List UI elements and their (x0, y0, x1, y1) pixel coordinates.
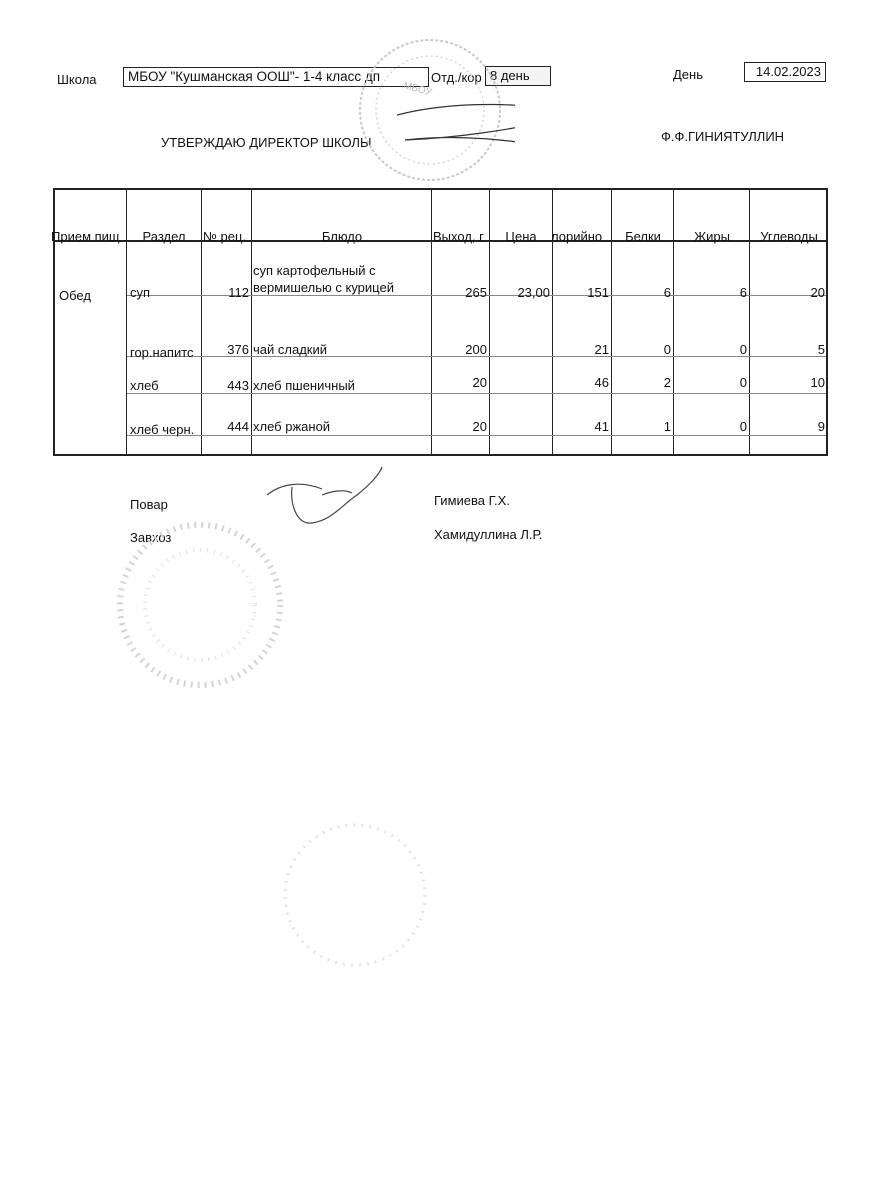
row3-output: 20 (472, 375, 487, 390)
date-field: 14.02.2023 (744, 62, 826, 82)
col-header-protein: Белки (625, 229, 661, 244)
row2-recipe: 376 (227, 342, 249, 357)
row4-kcal: 41 (594, 419, 609, 434)
storekeeper-label: Завхоз (130, 530, 172, 545)
row1-carbs: 20 (810, 285, 825, 300)
school-label: Школа (57, 72, 97, 87)
cook-name: Гимиева Г.Х. (434, 493, 510, 508)
row3-carbs: 10 (810, 375, 825, 390)
row4-section: хлеб черн. (130, 422, 195, 437)
row3-section: хлеб (130, 378, 159, 393)
storekeeper-name: Хамидуллина Л.Р. (434, 527, 543, 542)
row1-price: 23,00 (517, 285, 550, 300)
col-header-section: Раздел (142, 229, 186, 244)
row1-protein: 6 (663, 285, 671, 300)
row4-protein: 1 (663, 419, 671, 434)
col-header-price: Цена (505, 229, 537, 244)
approve-text: УТВЕРЖДАЮ ДИРЕКТОР ШКОЛЫ (161, 135, 372, 150)
school-seal (335, 20, 515, 190)
dept-field: 8 день (485, 66, 551, 86)
menu-table (53, 188, 828, 456)
row2-section: гор.напитс (130, 345, 194, 360)
col-header-output: Выход, г (433, 229, 484, 244)
day-label: День (673, 67, 703, 82)
dept-label: Отд./кор (431, 70, 482, 85)
row1-section: суп (130, 285, 151, 300)
faded-stamp-lower (270, 815, 440, 975)
row4-dish: хлеб ржаной (253, 419, 331, 434)
col-header-carbs: Углеводы (760, 229, 818, 244)
col-header-dish: Блюдо (321, 229, 363, 244)
row2-output: 200 (465, 342, 487, 357)
row4-recipe: 444 (227, 419, 249, 434)
row1-output: 265 (465, 285, 487, 300)
row2-carbs: 5 (817, 342, 825, 357)
row1-kcal: 151 (587, 285, 609, 300)
row1-dish: суп картофельный с вермишелью с курицей (253, 263, 394, 295)
row2-kcal: 21 (594, 342, 609, 357)
row2-protein: 0 (663, 342, 671, 357)
row4-carbs: 9 (817, 419, 825, 434)
meal-cell: Обед (59, 288, 91, 303)
row3-recipe: 443 (227, 378, 249, 393)
col-header-meal: Прием пищ (51, 229, 120, 244)
director-name: Ф.Ф.ГИНИЯТУЛЛИН (661, 129, 785, 144)
row3-fat: 0 (739, 375, 747, 390)
row2-dish: чай сладкий (253, 342, 327, 357)
cook-label: Повар (130, 497, 168, 512)
row3-kcal: 46 (594, 375, 609, 390)
school-field: МБОУ "Кушманская ООШ"- 1-4 класс дп (123, 67, 429, 87)
col-header-recipe: № рец. (203, 229, 247, 244)
row3-dish: хлеб пшеничный (253, 378, 355, 393)
col-header-fat: Жиры (694, 229, 730, 244)
row4-output: 20 (472, 419, 487, 434)
svg-text:МБОУ: МБОУ (402, 80, 433, 99)
row1-fat: 6 (739, 285, 747, 300)
cook-signature (262, 465, 402, 535)
col-header-kcal: лорийно (551, 229, 603, 244)
row4-fat: 0 (739, 419, 747, 434)
row3-protein: 2 (663, 375, 671, 390)
row2-fat: 0 (739, 342, 747, 357)
row1-recipe: 112 (228, 285, 249, 300)
